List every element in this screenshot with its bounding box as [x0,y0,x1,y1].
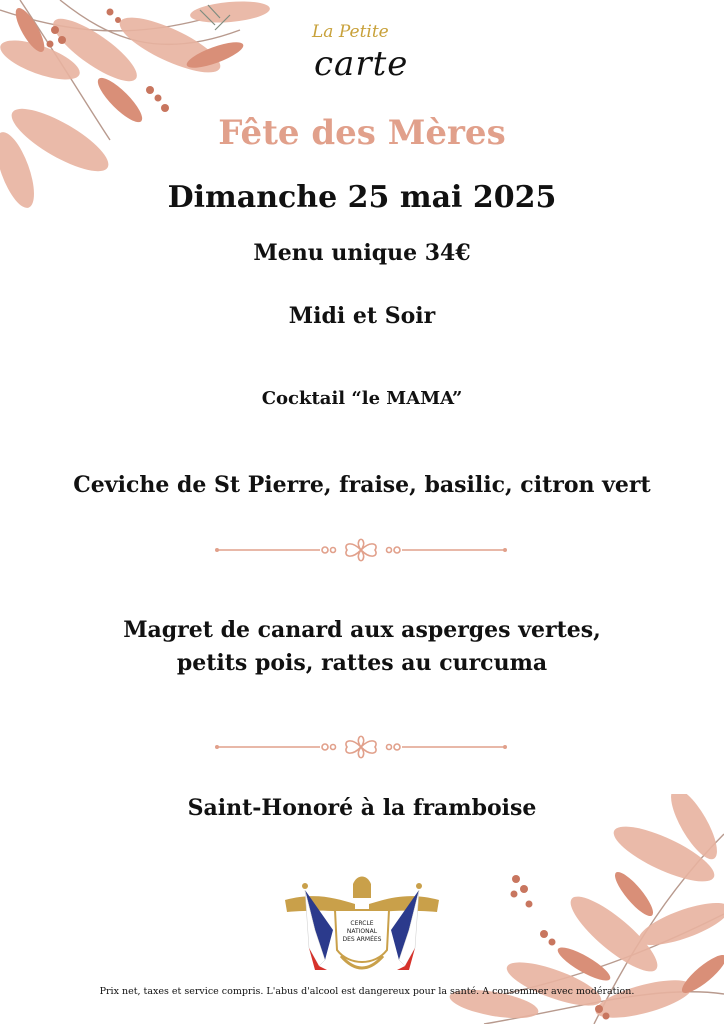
emblem-text-1: CERCLE [350,920,374,927]
menu-price: Menu unique 34€ [253,240,471,266]
emblem-text-2: NATIONAL [346,928,378,935]
logo-line1: La Petite [312,22,389,42]
main-course-line1: Magret de canard aux asperges vertes, [123,617,601,643]
ornamental-divider [215,735,507,759]
occasion-title: Fête des Mères [218,113,506,153]
logo-line2: carte [314,44,409,84]
dessert-item: Saint-Honoré à la framboise [187,795,537,821]
main-course-line2: petits pois, rattes au curcuma [176,650,548,676]
cocktail-item: Cocktail “le MAMA” [261,388,463,409]
brand-logo [300,18,430,84]
service-times: Midi et Soir [288,303,436,329]
starter-item: Ceviche de St Pierre, fraise, basilic, citron vert [73,472,651,498]
event-date: Dimanche 25 mai 2025 [167,180,557,215]
legal-footer: Prix net, taxes et service compris. L'abus d'alcool est dangereux pour la santé. A consommer avec modération. [99,986,635,997]
ornamental-divider [215,538,507,562]
emblem-text-3: DES ARMÉES [342,936,382,943]
